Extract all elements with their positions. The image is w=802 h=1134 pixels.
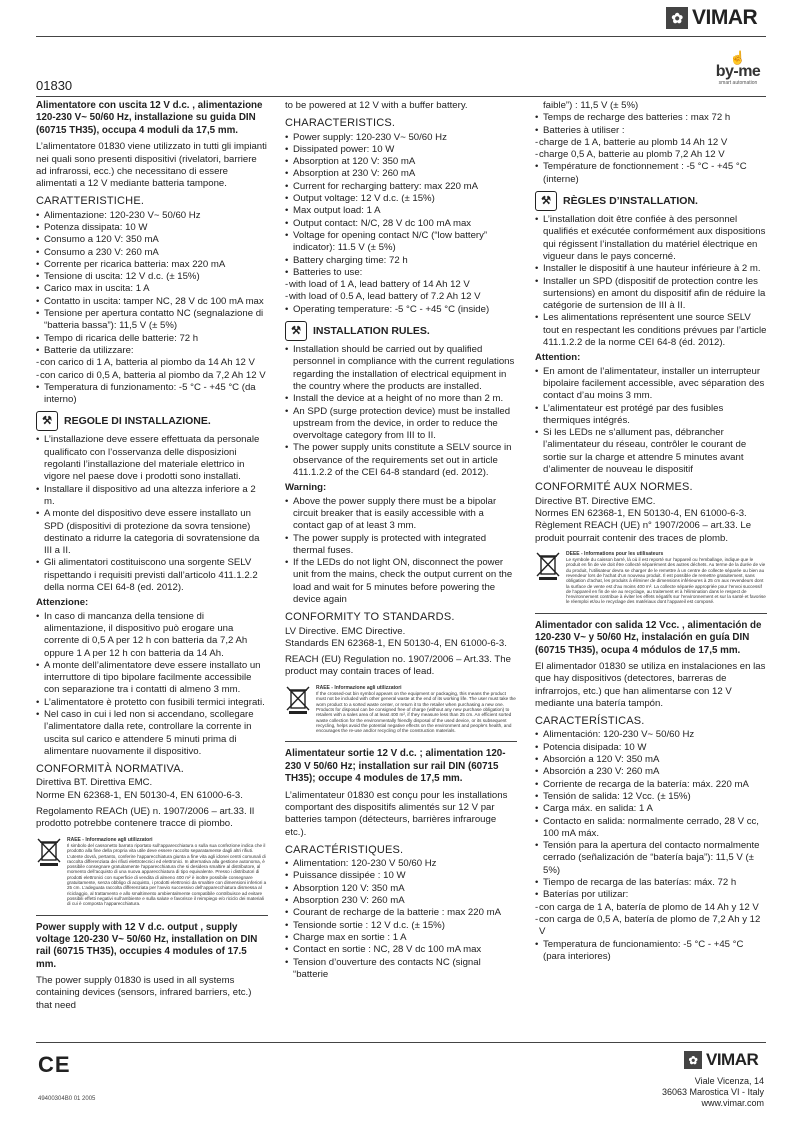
list-item: • Corriente de recarga de la batería: máx. 220 mA: [535, 779, 767, 791]
crossed-bin-icon: [285, 685, 311, 715]
en-char-list: [285, 132, 517, 316]
it-intro: L’alimentatore 01830 viene utilizzato in tutti gli impianti nei quali sono presenti dispositivi (rivelatori, barriere ad infrarossi, ecc.) che necessitano di essere alimentati a 12 V mediante batteria tampone.: [36, 141, 267, 190]
list-item: • Si les LEDs ne s’allument pas, débrancher l’alimentateur du réseau, contrôler le courant de sortie sur la charge et attendre 5 minutes avant d’alimenter de nouveau le dispositif: [535, 427, 767, 476]
en-char-head: CHARACTERISTICS.: [285, 117, 396, 130]
list-item: • Operating temperature: -5 °C - +45 °C (inside): [285, 304, 517, 316]
crossed-bin-icon: [36, 837, 62, 867]
fr-weee-text: [566, 551, 767, 605]
list-subitem: - con carga de 0,5 A, batería de plomo de 7,2 Ah y 12 V: [535, 914, 767, 939]
list-item: • Tension d’ouverture des contacts NC (signal “batterie: [285, 957, 517, 982]
it-conf-head: CONFORMITÀ NORMATIVA.: [36, 763, 185, 776]
it-title: Alimentatore con uscita 12 V d.c. , alimentazione 120-230 V~ 50/60 Hz, installazione su guida DIN (60715 TH35), occupa 4 moduli da 17,5 mm.: [36, 100, 263, 136]
crossed-bin-icon: [535, 551, 561, 581]
list-item: • L’installazione deve essere effettuata da personale qualificato con l’osservanza delle disposizioni regolanti l’installazione del materiale elettrico in vigore nel paese dove i prodotti sono installati.: [36, 434, 268, 483]
installer-icon: ⚒: [285, 321, 307, 341]
fr-intro: L’alimentateur 01830 est conçu pour les installations comportant des dispositifs alimentés sur 12 V par batteries tampon (détecteurs, barrières infrarouge etc.).: [285, 789, 508, 838]
list-item: • Contact en sortie : NC, 28 V dc 100 mA max: [285, 944, 517, 956]
section-divider: [285, 741, 517, 742]
fr-conf-2: Normes EN 62368-1, EN 50130-4, EN 61000-6-3.: [535, 507, 747, 519]
fr-weee-block: [535, 551, 767, 605]
en-conf-head: CONFORMITY TO STANDARDS.: [285, 611, 455, 624]
list-subitem: - with load of 1 A, lead battery of 14 Ah 12 V: [285, 279, 517, 291]
fr-warn-head: Attention:: [535, 352, 581, 364]
list-item: • L’installation doit être confiée à des personnel qualifiés et exécutée conformément aux dispositions qui régissent l’installation du matériel électrique en vigueur dans le pays concerné.: [535, 214, 767, 263]
list-item: • Installare il dispositivo ad una altezza inferiore a 2 m.: [36, 484, 268, 509]
list-item: • Consumo a 120 V: 350 mA: [36, 234, 268, 246]
list-item: • Température de fonctionnement : -5 °C - +45 °C (interne): [535, 161, 767, 186]
list-item: • Nel caso in cui i led non si accendano, scollegare l’alimentatore dalla rete, controllare la corrente in uscita sul carico e attendere 5 minuti prima di alimentare nuovamente il dispositivo.: [36, 709, 268, 758]
list-item: • Alimentation: 120-230 V 50/60 Hz: [285, 858, 517, 870]
footer-rule: [36, 1042, 766, 1043]
list-item: • Installation should be carried out by qualified personnel in compliance with the current regulations regarding the installation of electrical equipment in the country where the products are installed.: [285, 344, 517, 393]
list-item: • Above the power supply there must be a bipolar circuit breaker that is easily accessible with a contact gap of at least 3 mm.: [285, 496, 517, 533]
en-rules-heading: [285, 321, 517, 341]
list-item: • Tensione per apertura contatto NC (segnalazione di “batteria bassa”): 11,5 V (± 5%): [36, 308, 268, 333]
address-line-1: Viale Vicenza, 14: [694, 1076, 764, 1086]
es-char-head: CARACTERÍSTICAS.: [535, 715, 645, 728]
list-item: • Voltage for opening contact N/C (“low battery” indicator): 11.5 V (± 5%): [285, 230, 517, 255]
list-item: • L’alimentatore è protetto con fusibili termici integrati.: [36, 697, 268, 709]
section-divider: [535, 613, 767, 614]
byme-logo: [706, 52, 770, 86]
list-item: • Output contact: N/C, 28 V dc 100 mA max: [285, 218, 517, 230]
list-item: • The power supply is protected with integrated thermal fuses.: [285, 533, 517, 558]
en-intro-cont: to be powered at 12 V with a buffer battery.: [285, 100, 468, 111]
list-item: • Install the device at a height of no more than 2 m.: [285, 393, 517, 405]
byme-wordmark: by-me: [715, 63, 761, 80]
list-item: • Corrente per ricarica batteria: max 220 mA: [36, 259, 268, 271]
ce-mark: CE: [38, 1052, 71, 1077]
product-code: 01830: [36, 78, 73, 93]
column-1: [36, 100, 268, 1016]
fr-rules-list: [535, 214, 767, 349]
it-warn-list: [36, 611, 268, 759]
en-conf-1: LV Directive. EMC Directive.: [285, 625, 406, 637]
it-conf-3: Regolamento REACh (UE) n. 1907/2006 – art.33. Il prodotto potrebbe contenere tracce di piombo.: [36, 806, 255, 830]
list-subitem: - charge 0,5 A, batterie au plomb 7,2 Ah 12 V: [535, 149, 767, 161]
list-item: • Gli alimentatori costituiscono una sorgente SELV rispettando i requisiti previsti dall’articolo 411.1.2.2 della norma CEI 64-8 (ed. 2012).: [36, 557, 268, 594]
en-intro: The power supply 01830 is used in all systems containing devices (sensors, infrared barriers, etc.) that need: [36, 975, 252, 1011]
list-subitem: - charge de 1 A, batterie au plomb 14 Ah 12 V: [535, 137, 767, 149]
list-item: • Temperatura di funzionamento: -5 °C - +45 °C (da interno): [36, 382, 268, 407]
list-item: • Potenza dissipata: 10 W: [36, 222, 268, 234]
en-warn-head: Warning:: [285, 482, 327, 494]
list-item: • Contatto in uscita: tamper NC, 28 V dc 100 mA max: [36, 296, 268, 308]
list-item: • If the LEDs do not light ON, disconnect the power unit from the mains, check the output current on the load and wait for 5 minutes before powering the device again: [285, 557, 517, 606]
list-item: • Carga máx. en salida: 1 A: [535, 803, 767, 815]
vimar-mark-icon: ✿: [666, 7, 688, 29]
fr-char-cont: faible”) : 11,5 V (± 5%): [543, 100, 639, 111]
list-item: • Tiempo de recarga de las baterías: máx. 72 h: [535, 877, 767, 889]
list-item: • Batterie da utilizzare:: [36, 345, 268, 357]
list-item: • Battery charging time: 72 h: [285, 255, 517, 267]
section-divider: [36, 915, 268, 916]
vimar-logo-top: [666, 6, 757, 30]
list-subitem: - con carico di 0,5 A, batteria al piombo da 7,2 Ah 12 V: [36, 370, 268, 382]
list-item: • Alimentación: 120-230 V~ 50/60 Hz: [535, 729, 767, 741]
list-item: • Carico max in uscita: 1 A: [36, 283, 268, 295]
code-rule: [36, 96, 766, 97]
list-item: • Tensión de salida: 12 Vcc. (± 15%): [535, 791, 767, 803]
en-weee-text: [316, 685, 517, 734]
list-item: • L’alimentateur est protégé par des fusibles thermiques intégrés.: [535, 403, 767, 428]
es-intro: El alimentador 01830 se utiliza en instalaciones en las que hay dispositivos (detectores, barreras de infrarrojos, etc.) que han alimentarse con 12 V mediante una batería tampón.: [535, 660, 766, 709]
en-title: Power supply with 12 V d.c. output , supply voltage 120-230 V~ 50/60 Hz, installation on DIN rail (60715 TH35), occupies 4 modules of 17.5 mm.: [36, 921, 258, 970]
list-item: • Temperatura de funcionamiento: -5 °C - +45 °C (para interiores): [535, 939, 767, 964]
vimar-brand-text: VIMAR: [692, 6, 758, 29]
en-weee-head: RAEE - Informazione agli utilizzatori: [316, 684, 402, 691]
it-weee-text: [67, 837, 268, 907]
address-line-2: 36063 Marostica VI - Italy: [661, 1087, 764, 1097]
fr-weee-body: Le symbole du caisson barré, là où il est reporté sur l’appareil ou l’emballage, indique que le produit en fin de vie doit être collecté séparément des autres déchets. Au terme de la durée de vie du produit, l’utilisateur devra se charger de le remettre à un centre de collecte séparée ou bien au revendeur lors de l’achat d’un nouveau produit. Il est possible de remettre gratuitement, sans obligation d’achat, les produits à éliminer de dimensions inférieures à 25 cm aux revendeurs dont la surface de vente est d’au moins 400 m². La collecte séparée appropriée pour l’envoi successif de l’appareil en fin de vie au recyclage, au traitement et à l’élimination dans le respect de l’environnement contribue à éviter les effets négatifs sur l’environnement et sur la santé et favorise le réemploi et/ou le recyclage des matériaux dont l’appareil est composé.: [566, 557, 766, 605]
footer-address: [662, 1076, 764, 1109]
list-item: • Max output load: 1 A: [285, 205, 517, 217]
en-rules-head: INSTALLATION RULES.: [313, 324, 430, 337]
fr-conf-3: Règlement REACH (UE) n° 1907/2006 – art.33. Le produit pourrait contenir des traces de plomb.: [535, 520, 752, 544]
list-item: • Batteries à utiliser :: [535, 125, 767, 137]
it-rules-heading: [36, 411, 268, 431]
fr-conf-1: Directive BT. Directive EMC.: [535, 495, 656, 507]
fr-rules-head: RÈGLES D’INSTALLATION.: [563, 194, 698, 207]
it-char-list: [36, 210, 268, 407]
es-char-list: [535, 729, 767, 963]
it-rules-list: [36, 434, 268, 594]
en-weee-block: [285, 685, 517, 734]
list-item: • Current for recharging battery: max 220 mA: [285, 181, 517, 193]
list-item: • Tensión para la apertura del contacto normalmente cerrado (señalización de “batería baja”): 11,5 V (± 5%): [535, 840, 767, 877]
list-item: • Charge max en sortie : 1 A: [285, 932, 517, 944]
list-item: • Tensione di uscita: 12 V d.c. (± 15%): [36, 271, 268, 283]
list-item: • Consumo a 230 V: 260 mA: [36, 247, 268, 259]
list-item: • Temps de recharge des batteries : max 72 h: [535, 112, 767, 124]
list-item: • En amont de l’alimentateur, installer un interrupteur bipolaire facilement accessible, avec séparation des contact d’au moins 3 mm.: [535, 366, 767, 403]
list-item: • Courant de recharge de la batterie : max 220 mA: [285, 907, 517, 919]
it-rules-head: REGOLE DI INSTALLAZIONE.: [64, 415, 211, 428]
vimar-mark-icon: ✿: [684, 1051, 702, 1069]
fr-rules-heading: [535, 191, 767, 211]
en-conf-3: REACH (EU) Regulation no. 1907/2006 – Art.33. The product may contain traces of lead.: [285, 654, 511, 678]
it-char-head: CARATTERISTICHE.: [36, 195, 145, 208]
vimar-logo-bottom: [684, 1050, 758, 1070]
column-3: [535, 100, 767, 966]
list-item: • Absorption at 230 V: 260 mA: [285, 168, 517, 180]
fr-char-list-2: [535, 112, 767, 186]
list-item: • Installer le dispositif à une hauteur inférieure à 2 m.: [535, 263, 767, 275]
list-item: • Absorción a 230 V: 260 mA: [535, 766, 767, 778]
doc-code: 49400304B0 01 2005: [38, 1096, 96, 1102]
list-item: • Batteries to use:: [285, 267, 517, 279]
list-item: • Les alimentations représentent une source SELV tout en respectant les conditions prévues par l’article 411.1.2.2 de la norme CEI 64-8 (éd. 2012).: [535, 312, 767, 349]
en-warn-list: [285, 496, 517, 607]
list-item: • Dissipated power: 10 W: [285, 144, 517, 156]
list-item: • Tempo di ricarica delle batterie: 72 h: [36, 333, 268, 345]
fr-char-head: CARACTÉRISTIQUES.: [285, 843, 404, 856]
list-item: • A monte dell’alimentatore deve essere installato un interruttore di tipo bipolare facilmente accessibile con separazione tra i contatti di almeno 3 mm.: [36, 660, 268, 697]
list-subitem: - con carico di 1 A, batteria al piombo da 14 Ah 12 V: [36, 357, 268, 369]
vimar-brand-text-bottom: VIMAR: [706, 1050, 759, 1069]
es-title: Alimentador con salida 12 Vcc. , alimentación de 120-230 V~ y 50/60 Hz, instalación en guía DIN (60715 TH35), ocupa 4 módulos de 17,5 mm.: [535, 619, 762, 656]
column-2: [285, 100, 517, 984]
it-weee-head: RAEE - Informazione agli utilizzatori: [67, 836, 153, 843]
fr-conf-head: CONFORMITÉ AUX NORMES.: [535, 481, 693, 494]
it-weee-block: [36, 837, 268, 907]
list-subitem: - with load of 0.5 A, lead battery of 7.2 Ah 12 V: [285, 291, 517, 303]
list-item: • In caso di mancanza della tensione di alimentazione, il dispositivo può erogare una corrente di 0,5 A per 12 h con batteria da 7,2 Ah oppure 1 A per 12 h con batteria da 14 Ah.: [36, 611, 268, 660]
list-item: • Power supply: 120-230 V~ 50/60 Hz: [285, 132, 517, 144]
fr-warn-list: [535, 366, 767, 477]
list-item: • Absorption at 120 V: 350 mA: [285, 156, 517, 168]
it-warn-head: Attenzione:: [36, 597, 89, 609]
list-item: • Contacto en salida: normalmente cerrado, 28 V cc, 100 mA máx.: [535, 816, 767, 841]
fr-char-list: [285, 858, 517, 981]
website: www.vimar.com: [701, 1098, 764, 1108]
list-item: • Absorción a 120 V: 350 mA: [535, 754, 767, 766]
list-item: • Baterías por utilizar:: [535, 889, 767, 901]
list-item: • Installer un SPD (dispositif de protection contre les surtensions) en amont du dispositif afin de réduire la catégorie de surtension de III à II.: [535, 276, 767, 313]
list-item: • The power supply units constitute a SELV source in observance of the requirements set out in article 411.1.2.2 of the CEI 64-8 standard (ed. 2012).: [285, 442, 517, 479]
en-weee-body: If the crossed-out bin symbol appears on the equipment or packaging, this means the product must not be included with other general waste at the end of its working life. The user must take the worn product to a sorted waste center, or return it to the retailer when purchasing a new one. Products for disposal can be consigned free of charge (without any new purchase obligation) to retailers with a sales area of at least 400 m², if they measure less than 25 cm. An efficient sorted waste collection for the environmentally friendly disposal of the used device, or its subsequent recycling, helps avoid the potential negative effects on the environment and people’s health, and encourages the re-use and/or recycling of the construction materials.: [316, 691, 516, 734]
list-subitem: - con carga de 1 A, batería de plomo de 14 Ah y 12 V: [535, 902, 767, 914]
it-weee-body: Il simbolo del cassonetto barrato riportato sull’apparecchiatura o sulla sua confezione indica che il prodotto alla fine della propria vita utile deve essere raccolto separatamente dagli altri rifiuti. L’utente dovrà, pertanto, conferire l’apparecchiatura giunta a fine vita agli idonei centri comunali di raccolta differenziata dei rifiuti elettrotecnici ed elettronici. In alternativa alla gestione autonoma, è possibile consegnare gratuitamente l’apparecchiatura che si desidera smaltire al distributore, al momento dell’acquisto di una nuova apparecchiatura di tipo equivalente. Presso i distributori di prodotti elettronici con superficie di vendita di almeno 400 m² è inoltre possibile consegnare gratuitamente, senza obbligo di acquisto, i prodotti elettronici da smaltire con dimensioni inferiori a 25 cm. L’adeguata raccolta differenziata per l’avvio successivo dell’apparecchiatura dismessa al riciclaggio, al trattamento e allo smaltimento ambientalmente compatibile contribuisce ad evitare possibili effetti negativi sull’ambiente e sulla salute e favorisce il reimpiego e/o riciclo dei materiali di cui è composta l’apparecchiatura.: [67, 842, 267, 907]
it-conf-2: Norme EN 62368-1, EN 50130-4, EN 61000-6-3.: [36, 789, 243, 801]
list-item: • Potencia disipada: 10 W: [535, 742, 767, 754]
list-item: • Tensionde sortie : 12 V d.c. (± 15%): [285, 920, 517, 932]
fr-title: Alimentateur sortie 12 V d.c. ; alimentation 120-230 V 50/60 Hz; installation sur rail DIN (60715 TH35); occupe 4 modules de 17,5 mm.: [285, 748, 506, 785]
list-item: • Output voltage: 12 V d.c. (± 15%): [285, 193, 517, 205]
en-conf-2: Standards EN 62368-1, EN 50130-4, EN 61000-6-3.: [285, 637, 507, 649]
installer-icon: ⚒: [535, 191, 557, 211]
en-rules-list: [285, 344, 517, 479]
installer-icon: ⚒: [36, 411, 58, 431]
fr-weee-head: DEEE - Informations pour les utilisateurs: [566, 550, 664, 557]
byme-hand-icon: ☝: [729, 50, 747, 65]
byme-tagline: smart automation: [718, 80, 758, 86]
header-rule: [36, 36, 766, 37]
list-item: • An SPD (surge protection device) must be installed upstream from the device, in order to reduce the overvoltage category from III to II.: [285, 406, 517, 443]
list-item: • Alimentazione: 120-230 V~ 50/60 Hz: [36, 210, 268, 222]
list-item: • A monte del dispositivo deve essere installato un SPD (dispositivi di protezione da sovra tensione) destinato a ridurre la categoria di sovratensione da III a II.: [36, 508, 268, 557]
list-item: • Puissance dissipée : 10 W: [285, 870, 517, 882]
list-item: • Absorption 120 V: 350 mA: [285, 883, 517, 895]
it-conf-1: Direttiva BT. Direttiva EMC.: [36, 777, 153, 789]
list-item: • Absorption 230 V: 260 mA: [285, 895, 517, 907]
